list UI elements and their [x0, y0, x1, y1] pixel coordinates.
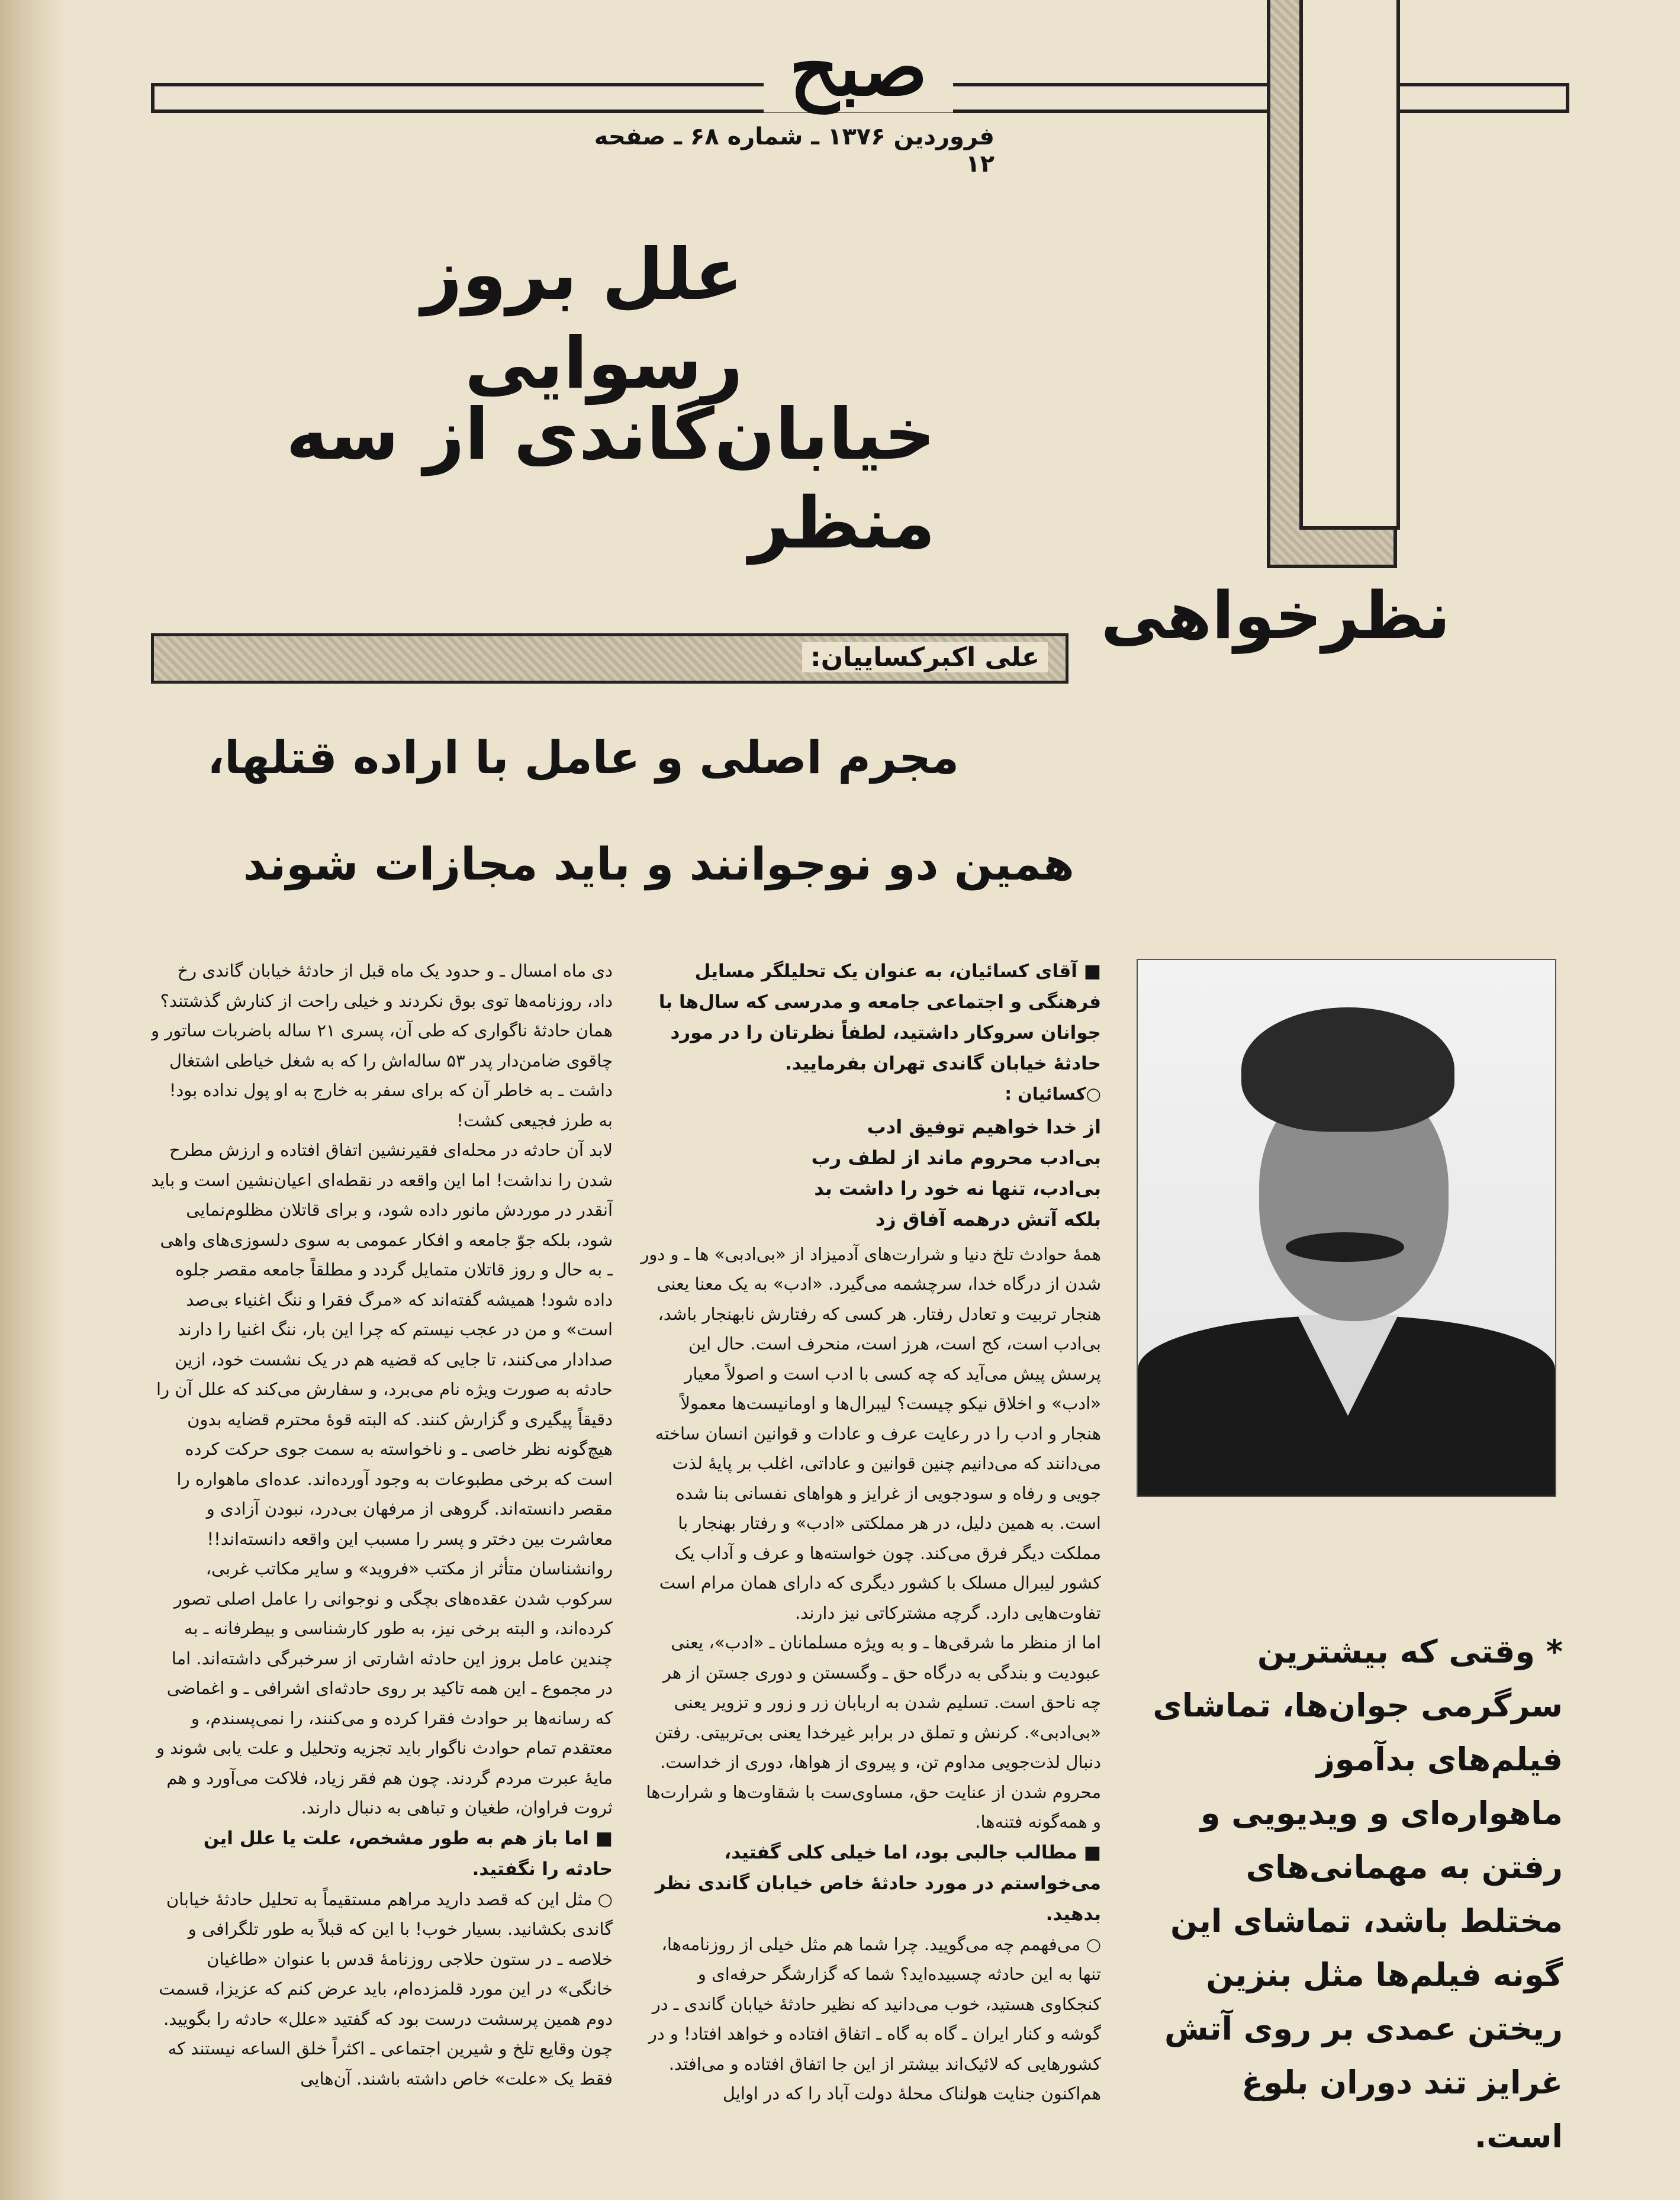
masthead-logo	[764, 24, 953, 112]
subheadline-line-2: همین دو نوجوانند و باید مجازات شوند	[243, 838, 1074, 890]
article-column-left	[151, 956, 613, 2140]
author-box	[151, 633, 1068, 684]
question-1: ■ آقای کسائیان، به عنوان یک تحلیلگر مسایل فرهنگی و اجتماعی جامعه و مدرسی که سال‌ها با جوانان سروکار داشتید، لطفاً نظرتان را در مورد حادثهٔ خیابان گاندی تهران بفرمایید.	[658, 961, 1101, 1074]
question-3: ■ اما باز هم به طور مشخص، علت یا علل این حادثه را نگفتید.	[203, 1827, 613, 1880]
answer-3-paragraph-1: ○ مثل این که قصد دارید مراهم مستقیماً به تحلیل حادثهٔ خیابان گاندی بکشانید. بسیار خوب! با این که قبلاً به طور تلگرافی و خلاصه ـ در ستون حلاجی روزنامهٔ قدس با عنوان «طاغیان خانگی» در این مورد قلمزده‌ام، باید عرض کنم که عزیزا، قسمت دوم همین پرسشت درست بود که گفتید «علل» حادثه را بگویید. چون وقایع تلخ و شیرین اجتماعی ـ اکثراً خلق الساعه نیستند که فقط یک «علت» خاص داشته باشند. آن‌هایی	[159, 1889, 613, 2089]
portrait-photo	[1137, 959, 1556, 1497]
answer-1-paragraph-2: اما از منظر ما شرقی‌ها ـ و به ویژه مسلمانان ـ «ادب»، یعنی عبودیت و بندگی به درگاه حق ـ وگسستن و دوری جستن از هر چه ناحق است. تسلیم شدن به اربابان زر و زور و تزویر یعنی «بی‌ادبی». کرنش و تملق در برابر غیرخدا یعنی بی‌تربیتی. رفتن دنبال لذت‌جویی مداوم تن، و پیروی از هواها، دوری از خداست. محروم شدن از عنایت حق، مساوی‌ست با شقاوت‌ها و شرارت‌ها و همه‌گونه فتنه‌ها.	[646, 1632, 1101, 1832]
column-2-paragraph-1: دی ماه امسال ـ و حدود یک ماه قبل از حادثهٔ خیابان گاندی رخ داد، روزنامه‌ها توی بوق نکردند و خیلی راحت از کنارش گذشتند؟ همان حادثهٔ ناگواری که طی آن، پسری ۲۱ ساله باضربات ساتور و چاقوی ضامن‌دار پدر ۵۳ ساله‌اش را که به شغل خیاطی اشتغال داشت ـ به خاطر آن که برای سفر به خارج به او پول نداده بود! به طرز فجیعی کشت!	[151, 961, 613, 1130]
article-column-right	[639, 956, 1101, 2140]
poem-line-1: از خدا خواهیم توفیق ادب	[867, 1115, 1101, 1138]
answer-1-label: ○کسائیان :	[1005, 1084, 1101, 1104]
poem-line-2: بی‌ادب محروم ماند از لطف رب	[811, 1146, 1101, 1169]
poem	[639, 1112, 1101, 1235]
answer-2-paragraph-1: ○ می‌فهمم چه می‌گویید. چرا شما هم مثل خیلی از روزنامه‌ها، تنها به این حادثه چسبیده‌اید؟ شما که گزارشگر حرفه‌ای و کنجکاوی هستید، خوب می‌دانید که نظیر حادثهٔ خیابان گاندی ـ در گوشه و کنار ایران ـ گاه به گاه ـ اتفاق افتاده و خواهد افتاد! و در کشورهایی که لائیک‌اند بیشتر از این جا اتفاق افتاده و می‌افتد. هم‌اکنون جنایت هولناک محلهٔ دولت آباد را که در اوایل	[648, 1934, 1101, 2104]
masthead-title: صبح	[789, 22, 928, 113]
poem-line-3: بی‌ادب، تنها نه خود را داشت بد	[814, 1177, 1101, 1200]
author-name: علی اکبرکساییان:	[802, 642, 1048, 672]
page-fold-shadow	[0, 0, 65, 2200]
dateline: فروردین ۱۳۷۶ ـ شماره ۶۸ ـ صفحه ۱۲	[594, 123, 995, 178]
poem-line-4: بلکه آتش درهمه آفاق زد	[875, 1207, 1101, 1231]
section-label: نظرخواهی	[1100, 578, 1450, 653]
masthead-rule-right-lower	[947, 109, 1569, 113]
pull-quote: * وقتی که بیشترین سرگرمی جوان‌ها، تماشای فیلم‌های بدآموز ماهواره‌ای و ویدیویی و رفتن به مهمانی‌های مختلط باشد، تماشای این گونه فیلم‌ها مثل بنزین ریختن عمدی بر روی آتش غرایز تند دوران بلوغ است.	[1153, 1633, 1563, 2155]
subheadline-line-1: مجرم اصلی و عامل با اراده قتلها،	[207, 731, 959, 784]
frame-inner	[1299, 0, 1400, 530]
rule-cap-left	[151, 83, 155, 113]
masthead-rule-right	[947, 83, 1569, 86]
headline-line-1: علل بروز رسوایی	[421, 234, 743, 405]
photo-mustache	[1286, 1232, 1404, 1262]
photo-hair	[1241, 1007, 1454, 1132]
question-2: ■ مطالب جالبی بود، اما خیلی کلی گفتید، می‌خواستم در مورد حادثهٔ خاص خیابان گاندی نظر بدهید.	[655, 1841, 1101, 1925]
headline-line-2: خیابان‌گاندی از سه منظر	[286, 394, 935, 565]
rule-cap-right	[1566, 83, 1569, 113]
column-2-paragraph-2: لابد آن حادثه در محله‌ای فقیرنشین اتفاق افتاده و ارزش مطرح شدن را نداشت! اما این واقعه در نقطه‌ای اعیان‌نشین است و باید آنقدر در موردش مانور داده شود، و برای قاتلان مظلوم‌نمایی شود، بلکه جوّ جامعه و افکار عمومی به سوی دلسوزی‌های واهی ـ به حال و روز قاتلان متمایل گردد و مطلقاً جامعه مقصر جلوه داده شود! همیشه گفته‌اند که «مرگ فقرا و ننگ اغنیاء بی‌صد است» و من در عجب نیستم که چرا این بار، ننگ اغنیا را دارند صدادار می‌کنند، تا جایی که قضیه هم در یک نشست خود، ازین حادثه به صورت ویژه نام می‌برد، و سفارش می‌کند که علل آن را دقیقاً پیگیری و گزارش کنند. که البته قوهٔ محترم قضایه بدون هیچ‌گونه نظر خاصی ـ و ناخواسته به سمت جوی حرکت کرده است که برخی مطبوعات به وجود آورده‌اند. عده‌ای ماهواره را مقصر دانسته‌اند. گروهی از مرفهان بی‌درد، نبودن آزادی و معاشرت بین دختر و پسر را مسبب این واقعه دانسته‌اند!! روانشناسان متأثر از مکتب «فروید» و سایر مکاتب غربی، سرکوب شدن عقده‌های بچگی و نوجوانی را عامل اصلی تصور کرده‌اند، و البته برخی نیز، به طور کارشناسی و بیطرفانه ـ به چندین عامل بروز این حادثه اشارتی از سرخبرگی داشته‌اند. اما در مجموع ـ این همه تاکید بر روی حادثه‌ای اشرافی ـ و اغماضی که رسانه‌ها بر حوادث فقرا کرده و می‌کنند، را نمی‌پسندم، و معتقدم تمام حوادث ناگوار باید تجزیه وتحلیل و علت یابی شوند و مایهٔ عبرت مردم گردند. چون هم فقر زیاد، فلاکت می‌آورد و هم ثروت فراوان، طغیان و تباهی به دنبال دارند.	[151, 1140, 613, 1818]
answer-1-paragraph-1: همهٔ حوادث تلخ دنیا و شرارت‌های آدمیزاد از «بی‌ادبی» ها ـ و دور شدن از درگاه خدا، سرچشمه می‌گیرد. «ادب» به یک معنا یعنی هنجار تربیت و تعادل رفتار. هر کسی که رفتارش نابهنجار باشد، بی‌ادب است، کج است، هرز است، منحرف است. حال این پرسش پیش می‌آید که چه کسی با ادب است و اصولاً معیار «ادب» و اخلاق نیکو چیست؟ لیبرال‌ها و اومانیست‌ها معمولاً هنجار و ادب را در رعایت عرف و عادات و قوانین انسان ساخته می‌دانند که می‌دانیم چنین قوانین و عاداتی، اغلب بر پایهٔ لذت جویی و رفاه و سودجویی از غرایز و هواهای نفسانی بنا شده است. به همین دلیل، در هر مملکتی «ادب» و رفتار بهنجار با مملکت دیگر فرق می‌کند. چون خواسته‌ها و عرف و آداب یک کشور لیبرال مسلک با کشور دیگری که دارای همان مرام است تفاوت‌هایی دارد. گرچه مشترکاتی نیز دارند.	[641, 1244, 1101, 1623]
